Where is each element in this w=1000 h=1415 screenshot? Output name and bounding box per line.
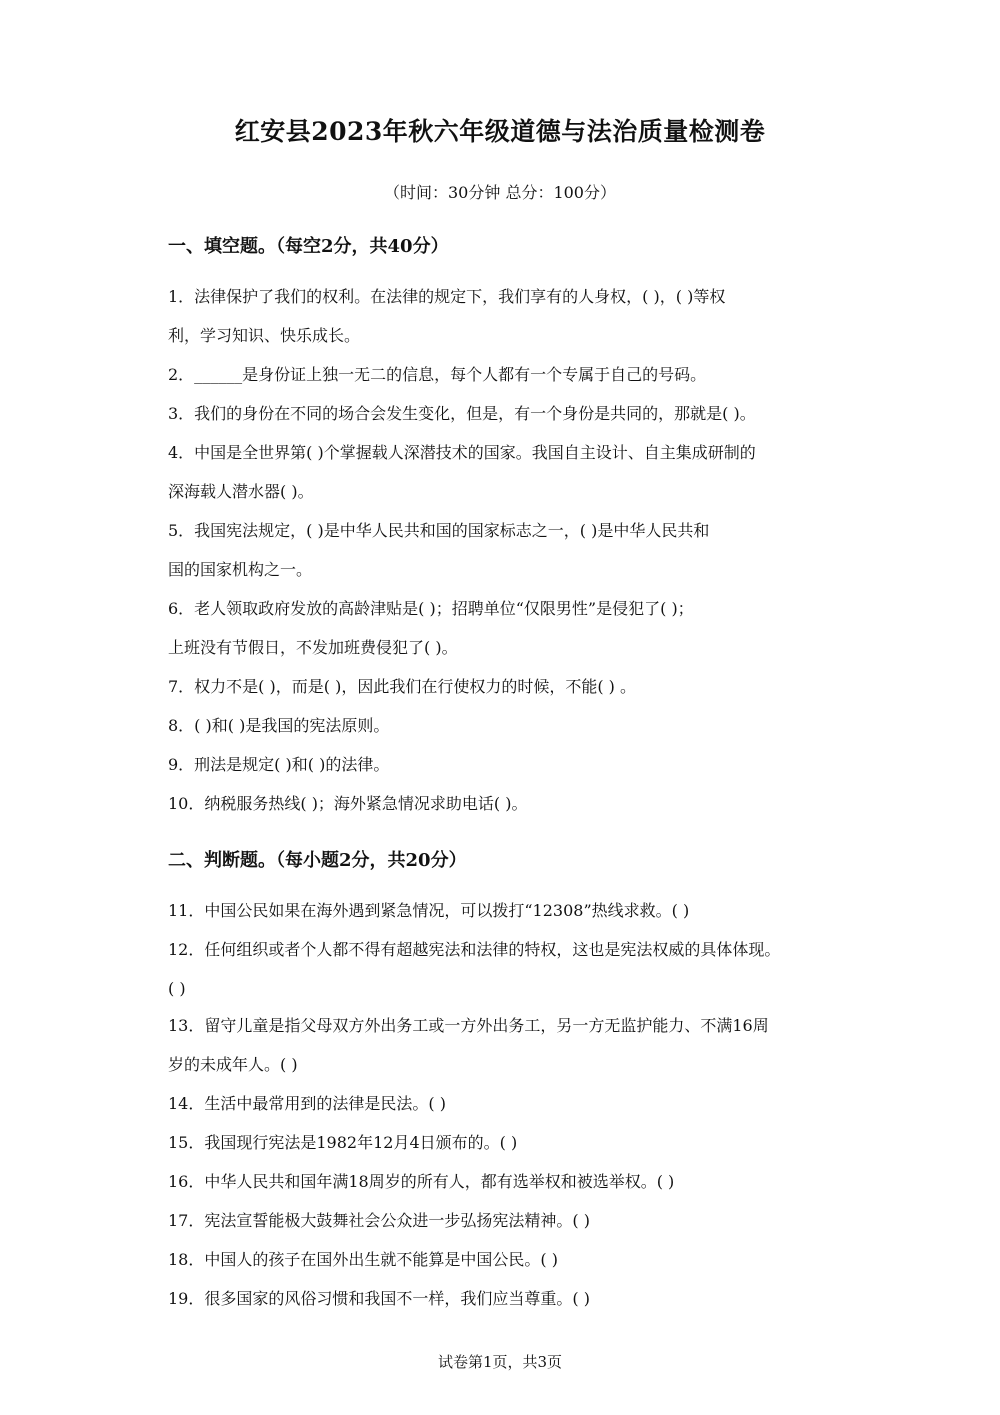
question-line: 6．老人领取政府发放的高龄津贴是( )；招聘单位“仅限男性”是侵犯了( )；: [168, 599, 694, 618]
question-line: 4．中国是全世界第( )个掌握载人深潜技术的国家。我国自主设计、自主集成研制的: [168, 443, 756, 462]
page-title: 红安县2023年秋六年级道德与法治质量检测卷: [234, 117, 766, 146]
question-line: 17．宪法宣誓能极大鼓舞社会公众进一步弘扬宪法精神。( ): [168, 1211, 590, 1230]
section-heading-fill-in: 一、填空题。（每空2分，共40分）: [168, 236, 449, 257]
question-line: 18．中国人的孩子在国外出生就不能算是中国公民。( ): [168, 1250, 558, 1269]
question-line: 利，学习知识、快乐成长。: [168, 326, 361, 345]
page-footer: 试卷第1页，共3页: [437, 1353, 563, 1371]
exam-info: （时间：30分钟 总分：100分）: [384, 183, 616, 202]
question-line: 1．法律保护了我们的权利。在法律的规定下，我们享有的人身权，( )，( )等权: [168, 287, 726, 306]
question-line: 5．我国宪法规定，( )是中华人民共和国的国家标志之一，( )是中华人民共和: [168, 521, 710, 540]
question-line: 15．我国现行宪法是1982年12月4日颁布的。( ): [168, 1133, 518, 1152]
question-line: 19．很多国家的风俗习惯和我国不一样，我们应当尊重。( ): [168, 1289, 590, 1308]
question-line: 国的国家机构之一。: [168, 560, 313, 579]
question-line: 9．刑法是规定( )和( )的法律。: [168, 755, 390, 774]
question-line: 10．纳税服务热线( )；海外紧急情况求助电话( )。: [168, 794, 528, 813]
question-line: 11．中国公民如果在海外遇到紧急情况，可以拨打“12308”热线求救。( ): [168, 901, 690, 920]
question-line: 深海载人潜水器( )。: [168, 482, 314, 501]
question-line: 13．留守儿童是指父母双方外出务工或一方外出务工，另一方无监护能力、不满16周: [168, 1016, 769, 1035]
section-heading-true-false: 二、判断题。（每小题2分，共20分）: [168, 850, 467, 871]
question-line: 2．______是身份证上独一无二的信息，每个人都有一个专属于自己的号码。: [168, 365, 707, 384]
question-line: 12．任何组织或者个人都不得有超越宪法和法律的特权，这也是宪法权威的具体体现。: [168, 940, 781, 959]
question-line: ( ): [168, 979, 186, 998]
question-line: 14．生活中最常用到的法律是民法。( ): [168, 1094, 446, 1113]
question-line: 7．权力不是( )，而是( )，因此我们在行使权力的时候，不能( ) 。: [168, 677, 636, 696]
question-line: 8．( )和( )是我国的宪法原则。: [168, 716, 390, 735]
question-line: 3．我们的身份在不同的场合会发生变化，但是，有一个身份是共同的，那就是( )。: [168, 404, 756, 423]
question-line: 16．中华人民共和国年满18周岁的所有人，都有选举权和被选举权。( ): [168, 1172, 675, 1191]
question-line: 岁的未成年人。( ): [168, 1055, 298, 1074]
question-line: 上班没有节假日，不发加班费侵犯了( )。: [168, 638, 458, 657]
